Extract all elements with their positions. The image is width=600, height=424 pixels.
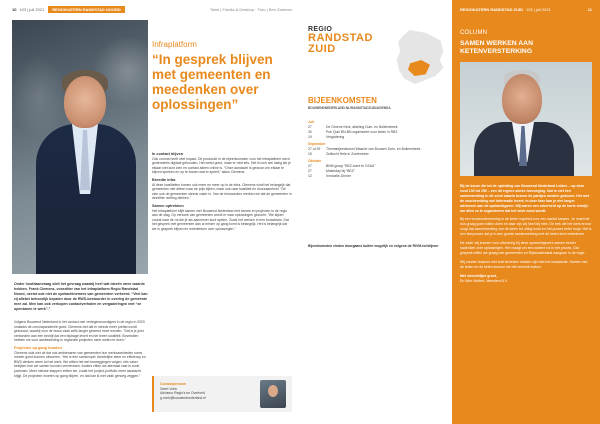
columnist-photo	[460, 62, 592, 176]
body-paragraph: Het infraplatform blijft samen met Bouwend Nederland met kennis en projecten in de regio aan de slag. Op verzoek van gemeenten wordt er naar oplossingen gezocht. “We kijken vooral naar de rol die je als aannemer kunt spelen. Zoals het werken in een bouwteam. Dat het gesprek met gemeenten dan al eerder op gang komt is belangrijk. Het is belangrijk dat we in gesprek blijven en meedenken over oplossingen.”	[152, 208, 289, 231]
right-header	[460, 4, 592, 14]
events-note: Bijeenkomsten vinden doorgaans buiten mogelijk en volgens de RIVM-richtlijnen	[308, 244, 439, 248]
portrait-photo	[12, 20, 148, 274]
event-row	[308, 152, 448, 157]
contact-avatar	[260, 380, 286, 408]
event-text: Zeiltocht Hele in Zoetermeer	[326, 152, 369, 156]
regio-title-line-1: RANDSTAD	[308, 32, 373, 44]
left-issue: 103 | juli 2021	[19, 6, 45, 12]
section-title: Projecten op gang houden	[14, 345, 62, 350]
contact-email[interactable]: g.vonk@bouwendnederland.nl	[160, 395, 206, 400]
contact-label: Contactpersoon	[160, 382, 186, 386]
section-title: Samen optrekken	[152, 203, 184, 208]
event-date: 30	[308, 130, 312, 134]
events-title: BIJEENKOMSTEN	[308, 96, 377, 105]
event-date: 27	[308, 125, 312, 129]
body-paragraph: Bij een bouwonderneming is de keten ingebed voor een aantal kansen. Je moet het dus graag goed willen doen en daar zijn wij heel blij mee. De trek die het werk ervoor zorgt dat samenwerking van de keten tot uiting komt en het proces beter loopt. Het is een leerproces dat je in een goede samenwerking met de keten kunt verbeteren.	[460, 217, 592, 237]
left-body-column-2	[152, 152, 292, 235]
regio-title-line-2: ZUID	[308, 43, 336, 55]
event-date: 15	[308, 152, 312, 156]
right-section-tag: REGIOKATERN RANDSTAD ZUID	[460, 6, 523, 12]
event-text: Matchday bij “BEZ”	[326, 169, 355, 173]
signature-name: En Wim Wolfert, Meesters B.V.	[460, 278, 508, 283]
left-page-number: 10	[12, 6, 17, 12]
right-page-number: 11	[587, 6, 592, 12]
column-title: SAMEN WERKEN AAN KETENVERSTERKING	[460, 40, 534, 55]
event-text: De Groene Kerk, afdeling Duin- en Bollenstreek	[326, 125, 398, 129]
regio-label: REGIO	[308, 26, 333, 33]
column-body	[460, 184, 592, 283]
column-panel	[452, 0, 600, 424]
column-lead: Bij de keuze die tot de opleiding van Bouwend Nederland Leiden – op deze rond 100 tot 250 – een lid ergens sterke toevoeging. Dat is niet een samenwerking in de vorm waarin tussen de partijen worden gekozen. Het met de voorbereiding wel informatie levert; in deze fase kan je niet langer adviseren aan de opdrachtgever. Wij waren een zekerheid op de korte termijn om alles zo te organiseren dat het werk mooi wordt.	[460, 184, 590, 213]
event-month: Juli	[308, 120, 314, 124]
event-month: September	[308, 142, 326, 146]
event-month: Oktober	[308, 159, 321, 163]
left-header	[12, 4, 292, 14]
body-paragraph: Clemens sluit niet uit dat ook ambtenaren van gemeenten hun werkzaamheden soms minder goed kunnen uitvoeren. “Het is een samenspel. Ambtelijke sfeer en efficiency en BWS-denken wees tot het werk. We willen het wel toezeggingen volgen, iets vaker bekijken hoe we samen kunnen vernieuwen. Anders zitten we allemaal vast in oude patronen. Meer nieuwe stappen zetten we, zodat het project-portfolio meer aandacht krijgt. De projecten moeten op gang blijven, en dat kan ik niet vaak genoeg zeggen.”	[14, 350, 146, 378]
event-date: 19	[308, 135, 312, 139]
event-text: Themabijeenkomst Waarde van Bouwen Duin- en Bollenstreek	[326, 147, 421, 151]
body-paragraph: Volgens Bouwend Nederland is het contact met vertegenwoordigers in de regio in 2020 ondanks de coronapandemie goed. Clemens ziet dat er steeds meer prefab wordt gebouwd, waarbij voor de bouw vaak zelfs langer gewerkt moet worden. “Dat is je juist verbonden aan een bedrijf dat een bijdrage levert en het levert kwaliteit. Bovendien hebben we voor aanbesteding in regionale projecten meer weten te doen.”	[14, 320, 145, 343]
event-row	[308, 174, 448, 179]
body-paragraph: Al deze kwaliteiten komen ook meer en meer op in de infra. Clemens vindt het belangrijk dat gemeenten niet alleen naar de prijs kijken, maar ook naar kwaliteit en duurzaamheid. “Dit zien ook de gemeenten steeds vaker in. Van de bestuurders merken we dat de gemeenten in dezelfde richting denken.”	[152, 182, 292, 201]
body-paragraph: De zaak: wij kunnen voor uitvoering bij deze opdrachtgevers samen eerder nadenken over oplossingen. Het vraagt om een andere rol in het proces. Dat gesprek willen we graag met gemeenten en Rijkswaterstaat aangaan in de regio.	[460, 241, 586, 255]
contact-name: Geert Vonk	[160, 386, 177, 391]
right-issue: 103 | juli 2021	[525, 6, 551, 12]
left-section-tag: REGIOKATERN RANDSTAD NOORD	[48, 6, 125, 13]
event-text: Innovatie-Dinner	[326, 174, 351, 178]
photo-caption: Onder hoofdaanvraag stelt het gevraag waarbij heel wat ideeën meer waarde hebben. Frank Clemens, voorzitter van het infraplatform Regio Randstad Noord, neemt ook niet de opdrachtnemers van gemeenten verkeerd. “Veel kan zij allebei behoorlijk bepalen door de RWS-bestuurder in overleg de gemeente mee zal. Men kan ook verkopen contactverhalen en vergaderingen met “ze openbaren te werk”.”	[14, 282, 148, 311]
event-date: 27 of 29	[308, 147, 321, 151]
events-url[interactable]: BOUWENDNEDERLAND.NL/RANDSTADZUID/AGENDA	[308, 106, 391, 110]
event-date: 27	[308, 164, 312, 168]
netherlands-map-icon	[394, 30, 446, 84]
signature-greeting: Met vriendelijke groet,	[460, 273, 497, 278]
event-text: Vergadering	[326, 135, 345, 139]
article-headline: “In gesprek blijven met gemeenten en meedenken over oplossingen”	[152, 52, 273, 112]
body-paragraph: Ook corona heeft veel impact. De productie in de bijeenkomsten voor het infraplatform werd grotendeels digitaal gehouden. Het werkt goed, maar er mist iets. Het is toch wel lastig als je elkaar niet kunt zien en contact alleen online is. “Onze aandacht is gewoon om elkaar te blijven spreken en op te lossen wat er speelt,” aldus Clemens.	[152, 156, 291, 175]
events-list	[308, 118, 448, 179]
section-title: Breedte infra	[152, 177, 176, 182]
event-date: 27	[308, 169, 312, 173]
article-kicker: Infraplatform	[152, 40, 197, 49]
event-row	[308, 135, 448, 140]
contact-card	[152, 376, 292, 412]
left-body-column-1	[14, 320, 148, 381]
contact-role: Adviseur Regio's en Overheid	[160, 391, 205, 396]
column-label: COLUMN	[460, 30, 488, 36]
contact-text	[160, 382, 206, 400]
event-text: BNM group “BEZ-komt te GZ&A”	[326, 164, 376, 168]
event-date: 12	[308, 174, 312, 178]
body-paragraph: Wij zouden daarom niet snel tevreden moeten zijn met het bestaande. Samen met de leden en de keten kunnen we het verschil maken.	[460, 259, 588, 269]
left-credits: Tekst | Fotolia & Desktop · Foto | Ben Zammer	[209, 6, 292, 12]
section-title: In contact blijven	[152, 152, 184, 156]
right-page	[300, 0, 600, 424]
event-text: Pub Quiz BN-BN organiseert voor leden in RBZ	[326, 130, 398, 134]
